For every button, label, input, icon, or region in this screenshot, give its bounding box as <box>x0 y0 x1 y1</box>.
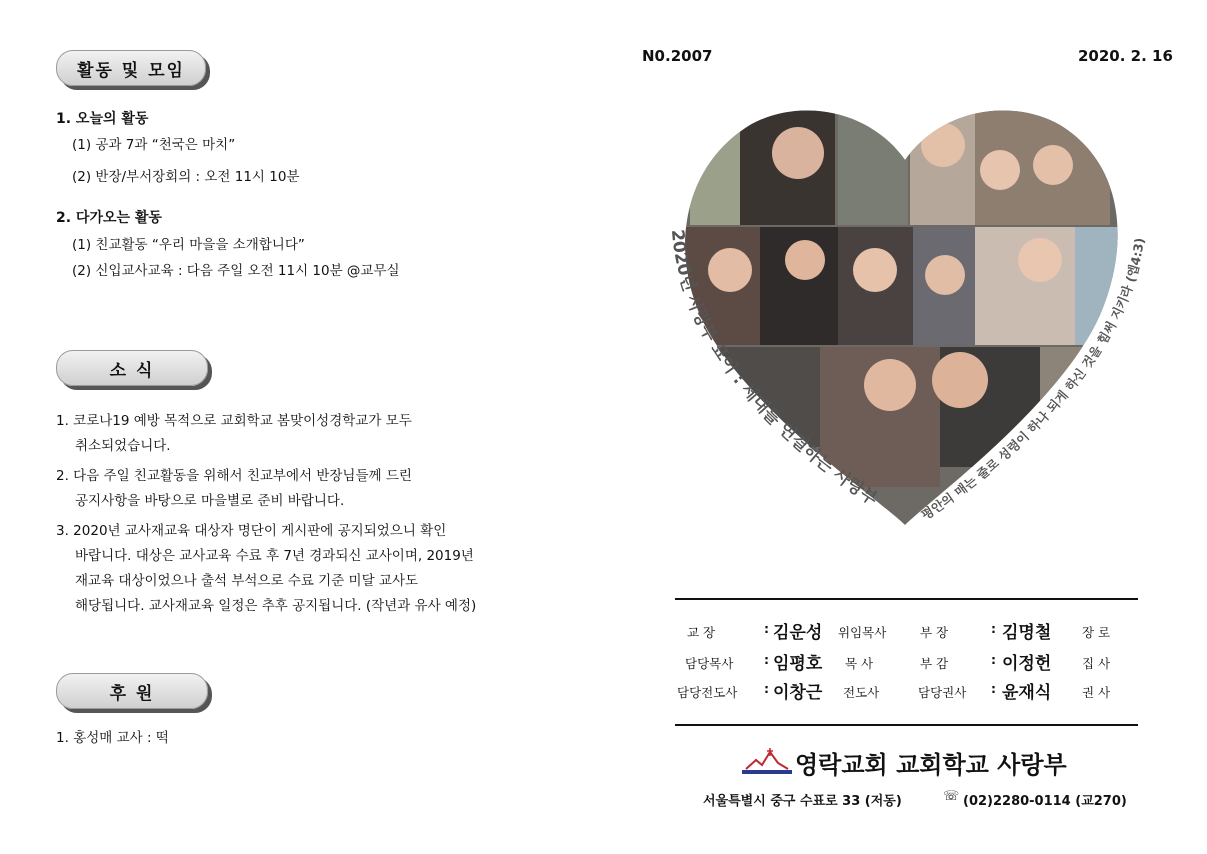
staff-title: 부 감 <box>920 656 949 671</box>
motto-left: 2020년 사랑부 표어 : 세대를 연결하는 사랑부 <box>666 228 881 510</box>
staff-title: 교 장 <box>687 625 716 640</box>
staff-role: 집 사 <box>1082 656 1111 671</box>
staff-name: 이창근 <box>773 683 823 703</box>
staff-title: 부 장 <box>920 625 949 640</box>
issue-date: 2020. 2. 16 <box>1078 47 1173 65</box>
support-header: 후 원 <box>56 673 208 709</box>
staff-title: 담당전도사 <box>677 685 738 700</box>
divider-top <box>675 598 1138 600</box>
today-activity-item: (1) 공과 7과 “천국은 마치” <box>72 137 236 153</box>
staff-name: 이정헌 <box>1002 654 1052 674</box>
upcoming-activities-title: 2. 다가오는 활동 <box>56 210 162 226</box>
staff-name: 김운성 <box>773 623 823 643</box>
staff-role: 권 사 <box>1082 685 1111 700</box>
news-line: 해당됩니다. 교사재교육 일정은 추후 공지됩니다. (작년과 유사 예정) <box>75 598 477 614</box>
activities-header: 활동 및 모임 <box>56 50 206 86</box>
news-line: 바랍니다. 대상은 교사교육 수료 후 7년 경과되신 교사이며, 2019년 <box>75 548 474 564</box>
news-line: 2. 다음 주일 친교활동을 위해서 친교부에서 반장님들께 드린 <box>56 468 412 484</box>
motto-right: 평안의 매는 줄로 성령이 하나 되게 하신 것을 힘써 지키라 (엡4:3) <box>918 236 1147 523</box>
colon: : <box>991 652 996 667</box>
staff-role: 전도사 <box>843 685 880 700</box>
news-line: 재교육 대상이었으나 출석 부석으로 수료 기준 미달 교사도 <box>75 573 419 589</box>
staff-title: 담당목사 <box>685 656 734 671</box>
upcoming-activity-item: (2) 신입교사교육 : 다음 주일 오전 11시 10분 @교무실 <box>72 263 400 279</box>
today-activities-title: 1. 오늘의 활동 <box>56 111 149 127</box>
staff-role: 목 사 <box>845 656 874 671</box>
staff-title: 담당권사 <box>918 685 967 700</box>
issue-number: N0.2007 <box>642 47 713 65</box>
staff-role: 장 로 <box>1082 625 1111 640</box>
staff-row <box>675 677 1138 703</box>
staff-row <box>675 617 1138 643</box>
church-name: 영락교회 교회학교 사랑부 <box>795 751 1067 779</box>
heart-photo-collage <box>640 105 1160 535</box>
staff-name: 임평호 <box>773 654 823 674</box>
news-line: 3. 2020년 교사재교육 대상자 명단이 게시판에 공지되었으니 확인 <box>56 523 447 539</box>
colon: : <box>764 621 769 636</box>
staff-name: 윤재식 <box>1002 683 1052 703</box>
colon: : <box>764 681 769 696</box>
news-line: 1. 코로나19 예방 목적으로 교회학교 봄맞이성경학교가 모두 <box>56 413 412 429</box>
colon: : <box>991 681 996 696</box>
staff-table <box>675 617 1138 707</box>
upcoming-activity-item: (1) 친교활동 “우리 마을을 소개합니다” <box>72 237 305 253</box>
news-line: 취소되었습니다. <box>75 438 171 454</box>
today-activity-item: (2) 반장/부서장회의 : 오전 11시 10분 <box>72 169 300 185</box>
news-header: 소 식 <box>56 350 208 386</box>
church-logo-icon <box>742 748 792 776</box>
telephone-icon: ☏ <box>943 789 960 804</box>
staff-name: 김명철 <box>1002 623 1052 643</box>
church-address: 서울특별시 중구 수표로 33 (저동) <box>703 794 902 809</box>
news-line: 공지사항을 바탕으로 마을별로 준비 바랍니다. <box>75 493 345 509</box>
staff-row <box>675 648 1138 674</box>
divider-bottom <box>675 724 1138 726</box>
colon: : <box>764 652 769 667</box>
colon: : <box>991 621 996 636</box>
church-phone: (02)2280-0114 (교270) <box>963 794 1127 809</box>
staff-role: 위임목사 <box>838 625 887 640</box>
support-item: 1. 홍성매 교사 : 떡 <box>56 730 169 746</box>
